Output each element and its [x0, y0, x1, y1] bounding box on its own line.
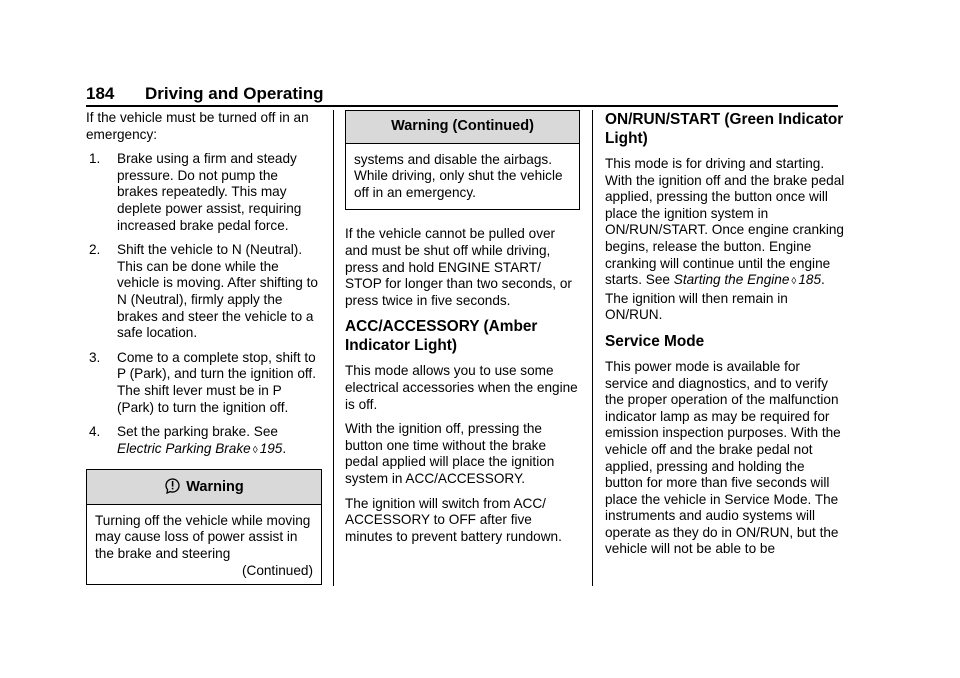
page-ref-icon: ◊ [791, 276, 797, 288]
warning-continued-body: systems and disable the airbags. While driving, only shut the vehicle off in an emergency. [354, 151, 563, 200]
warning-header [87, 470, 321, 505]
starting-engine-link[interactable]: Starting the Engine [673, 272, 790, 288]
acc-paragraph-1: This mode allows you to use some electrical accessories when the engine is off. [345, 363, 578, 412]
emergency-intro: If the vehicle must be turned off in an emergency: [86, 110, 309, 142]
parking-brake-link[interactable]: Electric Parking Brake [117, 440, 251, 456]
step-item: 1. Brake using a firm and steady pressure. Do not pump the brakes repeatedly. This may deplete power assist, requiring increased brake pedal force. [89, 151, 302, 233]
warning-box [86, 469, 322, 585]
warning-continued-header: Warning (Continued) [346, 111, 579, 144]
warning-continued: (Continued) [241, 562, 313, 578]
section-title: Driving and Operating [145, 84, 324, 103]
step-item: 3. Come to a complete stop, shift to P (Park), and turn the ignition off. The shift lever must be in P (Park) to turn the ignition off. [89, 349, 316, 415]
step-item: 4. Set the parking brake. See Electric Parking Brake ◊ 195. [89, 424, 287, 456]
page-ref[interactable]: 195 [259, 440, 283, 456]
acc-paragraph-2: With the ignition off, pressing the button one time without the brake pedal applied will place the ignition system in ACC/ACCESSORY. [345, 421, 555, 486]
warning-continued-box [345, 110, 580, 210]
pull-over-paragraph: If the vehicle cannot be pulled over and must be shut off while driving, press and hold ENGINE START/ STOP for longer than two seconds, or press twice in five seconds. [345, 226, 572, 308]
column-2 [345, 110, 580, 553]
emergency-steps [86, 151, 322, 459]
column-3 [605, 110, 845, 566]
on-run-start-heading: ON/RUN/START (Green Indicator Light) [605, 111, 844, 147]
acc-heading: ACC/ACCESSORY (Amber Indicator Light) [345, 318, 538, 355]
service-mode-heading: Service Mode [605, 332, 705, 350]
page-ref-icon: ◊ [252, 444, 258, 456]
column-1 [86, 110, 322, 599]
warning-icon [164, 477, 181, 494]
page-ref[interactable]: 185 [798, 272, 822, 288]
page-number: 184 [86, 84, 115, 103]
on-run-start-paragraph: This mode is for driving and starting. With the ignition off and the brake pedal applied, pressing the button once will place the ignition system in ON/RUN/START. Once engine cranking begins, release the button. Engine cranking will continue until the engine starts. See Starting the Engine ◊ 185. The ignition will then remain in ON/RUN. [605, 156, 845, 323]
warning-title: Warning [186, 479, 244, 496]
header-rule [86, 105, 838, 107]
warning-body: Turning off the vehicle while moving may cause loss of power assist in the brake and steering [95, 512, 311, 562]
column-divider-1 [333, 110, 334, 586]
acc-paragraph-3: The ignition will switch from ACC/ ACCESSORY to OFF after five minutes to prevent battery rundown. [345, 495, 562, 544]
step-item: 2. Shift the vehicle to N (Neutral). This can be done while the vehicle is moving. After shifting to N (Neutral), firmly apply the brakes and steer the vehicle to a safe location. [89, 242, 318, 341]
service-mode-paragraph: This power mode is available for service and diagnostics, and to verify the proper operation of the malfunction indicator lamp as may be required for emission inspection purposes. With the vehicle off and the brake pedal not applied, pressing and holding the button for more than five seconds will place the vehicle in Service Mode. The instruments and audio systems will operate as they do in ON/RUN, but the vehicle will not be able to be [605, 358, 841, 557]
column-divider-2 [592, 110, 593, 586]
